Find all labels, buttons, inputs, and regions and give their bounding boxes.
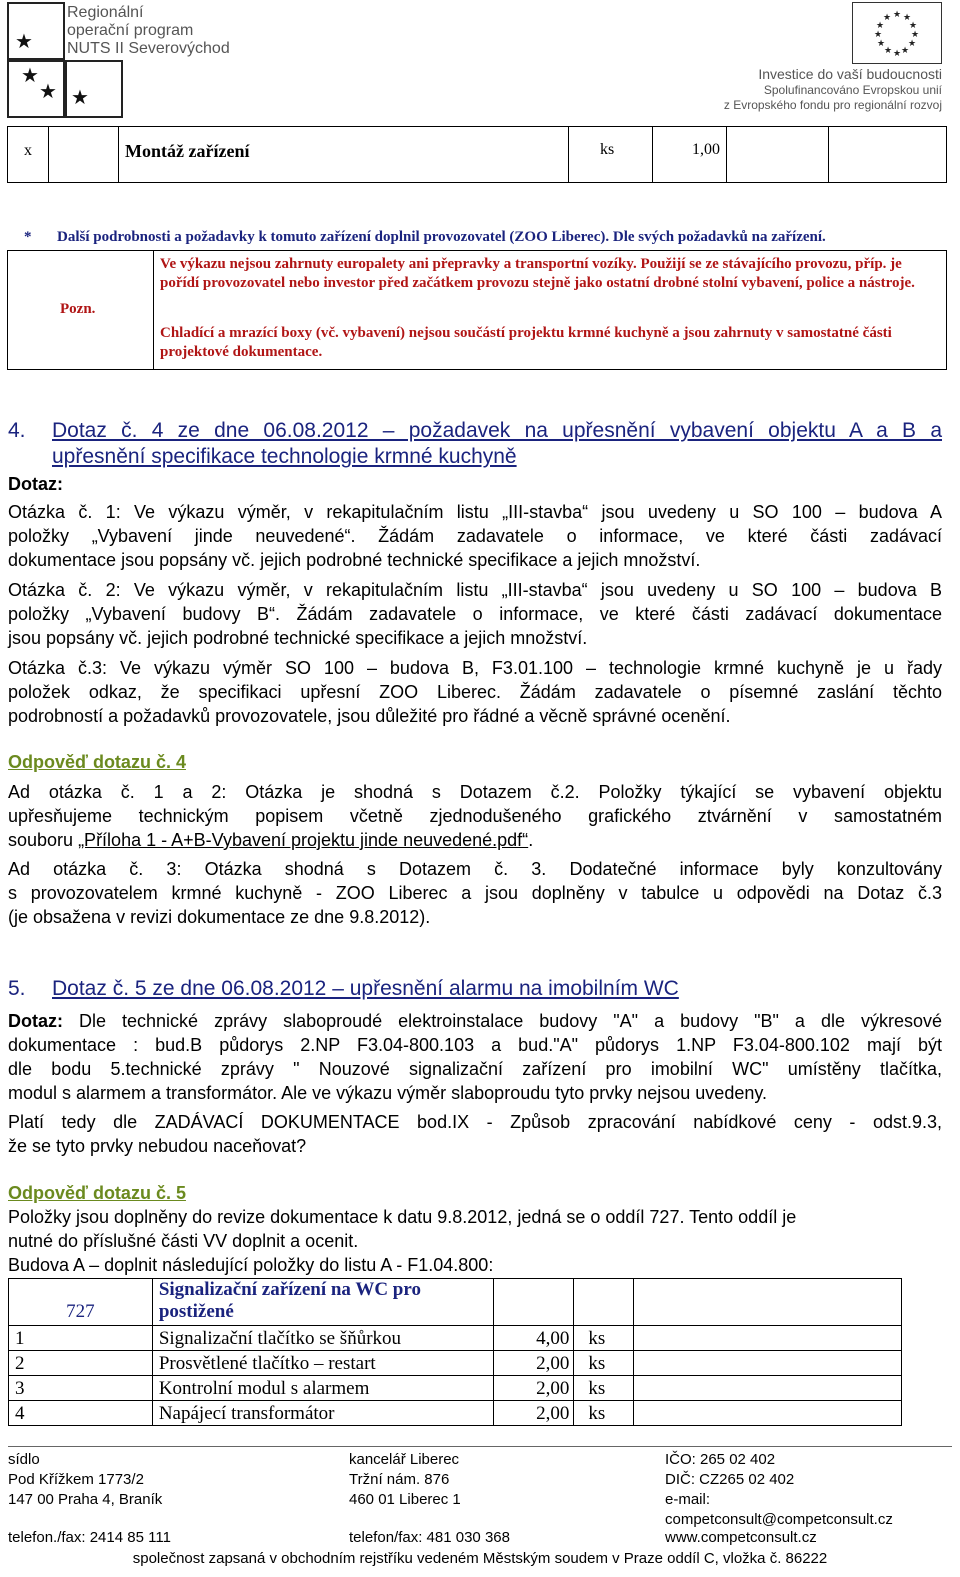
q5-dotaz-line: dokumentace : bud.B půdorys 2.NP F3.04-800.103 a bud."A" půdorys 1.NP F3.04-800.102 mají být	[8, 1035, 942, 1055]
eu-flag-icon	[852, 2, 942, 64]
star-icon: ★	[21, 65, 39, 87]
svg-text:★: ★	[876, 21, 885, 31]
table-row	[9, 1326, 902, 1351]
row-number: 2	[9, 1351, 153, 1376]
row-unit: ks	[574, 1326, 634, 1351]
table-cell	[634, 1351, 902, 1376]
item-qty: 1,00	[692, 141, 720, 158]
svg-text:★: ★	[893, 10, 902, 20]
q4-a1-line: upřesňujeme technickým popisem včetně zjednodušeného grafického ztvárnění v samostatném	[8, 806, 942, 826]
rop-line: Regionální	[67, 4, 144, 21]
q5-question-line: že se tyto prvky nebudou naceňovat?	[8, 1136, 307, 1156]
row-unit: ks	[574, 1351, 634, 1376]
q4-heading-line-2: upřesnění specifikace technologie krmné kuchyně	[52, 445, 517, 468]
table-cell	[574, 1279, 634, 1326]
q5-heading: Dotaz č. 5 ze dne 06.08.2012 – upřesnění alarmu na imobilním WC	[52, 977, 679, 1000]
footer-register: společnost zapsaná v obchodním rejstříku vedeném Městským soudem v Praze oddíl C, vložka č. 86222	[132, 1550, 828, 1567]
svg-text:★: ★	[884, 46, 893, 56]
items-table	[8, 1278, 902, 1426]
row-qty: 4,00	[494, 1326, 574, 1351]
q4-o3-line: Otázka č.3: Ve výkazu výměr SO 100 – budova B, F3.01.100 – technologie krmné kuchyně je u řady	[8, 658, 942, 678]
section-code: 727	[9, 1279, 153, 1326]
note-para-2: Chladící a mrazící boxy (vč. vybavení) nejsou součástí projektu krmné kuchyně a jsou zahrnuty v samostatné části projektové dokumentace.	[160, 325, 892, 360]
svg-text:★: ★	[883, 13, 892, 23]
table-cell	[634, 1279, 902, 1326]
footer-divider	[8, 1446, 952, 1447]
table-cell	[634, 1326, 902, 1351]
row-name: Napájecí transformátor	[152, 1401, 494, 1426]
note-text: Další podrobnosti a požadavky k tomuto zařízení doplnil provozovatel (ZOO Liberec). Dle svých požadavků na zařízení.	[57, 229, 826, 245]
svg-text:★: ★	[909, 21, 918, 31]
item-name: Montáž zařízení	[125, 141, 250, 161]
q4-a1-line: Ad otázka č. 1 a 2: Otázka je shodná s Dotazem č.2. Položky týkající se vybavení objektu	[8, 782, 942, 802]
row-name: Signalizační tlačítko se šňůrkou	[152, 1326, 494, 1351]
q5-question-line: Platí tedy dle ZADÁVACÍ DOKUMENTACE bod.IX - Způsob zpracování nabídkové ceny - odst.9.3,	[8, 1112, 942, 1132]
eu-line: Investice do vaší budoucnosti	[758, 66, 942, 82]
row-number: 4	[9, 1401, 153, 1426]
cell-divider	[568, 127, 569, 182]
q5-answer-line: Budova A – doplnit následující položky do listu A - F1.04.800:	[8, 1255, 494, 1275]
footer-line: DIČ: CZ265 02 402	[665, 1471, 795, 1488]
footer-line: Pod Křížkem 1773/2	[8, 1471, 144, 1488]
row-unit: ks	[574, 1376, 634, 1401]
row-number: 3	[9, 1376, 153, 1401]
cell-divider	[726, 127, 727, 182]
q4-answer-label: Odpověď dotazu č. 4	[8, 752, 186, 772]
q5-dotaz-line-1	[8, 1009, 942, 1033]
eu-line: Spolufinancováno Evropskou unií	[763, 83, 942, 97]
row-qty: 2,00	[494, 1351, 574, 1376]
star-icon: ★	[71, 87, 89, 109]
row-qty: 2,00	[494, 1376, 574, 1401]
section-title	[152, 1279, 494, 1326]
note-label: Pozn.	[60, 301, 96, 317]
q4-a1-prefix: souboru	[8, 830, 79, 850]
table-row	[9, 1401, 902, 1426]
q4-o2-line: položky „Vybavení budovy B“. Žádám zadavatele o informace, ve které části zadávací dokumentace	[8, 604, 942, 624]
table-section-row	[9, 1279, 902, 1326]
table-cell	[494, 1279, 574, 1326]
q4-o3-line: položek odkaz, že specifikaci upřesní ZOO Liberec. Žádám zadavatele o písemné zaslání těchto	[8, 682, 942, 702]
attachment-link[interactable]: „Příloha 1 - A+B-Vybavení projektu jinde neuvedené.pdf“	[78, 830, 529, 850]
q4-number: 4.	[8, 419, 26, 442]
footer-col-1	[8, 1450, 162, 1510]
footer-web-link[interactable]: www.competconsult.cz	[665, 1529, 817, 1546]
row-name: Prosvětlené tlačítko – restart	[152, 1351, 494, 1376]
q5-answer-line: nutné do příslušné části VV doplnit a ocenit.	[8, 1231, 359, 1251]
row-number: 1	[9, 1326, 153, 1351]
q5-answer-line: Položky jsou doplněny do revize dokumentace k datu 9.8.2012, jedná se o oddíl 727. Tento oddíl je	[8, 1207, 797, 1227]
footer-email[interactable]: competconsult@competconsult.cz	[665, 1511, 893, 1528]
logo-square-2	[7, 60, 65, 118]
q4-heading-line-1: Dotaz č. 4 ze dne 06.08.2012 – požadavek na upřesnění vybavení objektu A a B a	[52, 419, 942, 442]
q5-number: 5.	[8, 977, 26, 1000]
q4-a2-line: (je obsažena v revizi dokumentace ze dne 9.8.2012).	[8, 907, 431, 927]
note-para-1: Ve výkazu nejsou zahrnuty europalety ani přepravky a transportní vozíky. Použijí se ze stávajícího provozu, příp. je pořídí provozovatel nebo investor před začátkem provozu stejně jako ostatní drobné stolní vybavení, police a nástroje.	[160, 256, 915, 291]
cell-divider	[48, 127, 49, 182]
footer-line: kancelář Liberec	[349, 1451, 460, 1468]
note-table	[7, 250, 947, 370]
svg-text:★: ★	[893, 49, 902, 59]
note-label-cell	[8, 251, 154, 369]
row-qty: 2,00	[494, 1401, 574, 1426]
q5-dotaz-line: modul s alarmem a transformátor. Ale ve výkazu výměr slaboproudu tyto prvky nejsou uvedeny.	[8, 1083, 768, 1103]
q4-dotaz-label: Dotaz:	[8, 474, 63, 494]
q4-a1-suffix: .	[528, 830, 534, 850]
q5-answer-label: Odpověď dotazu č. 5	[8, 1183, 186, 1203]
q4-a2-line: Ad otázka č. 3: Otázka shodná s Dotazem č. 3. Dodatečné informace byly konzultovány	[8, 859, 942, 879]
footer-col-3	[665, 1450, 893, 1530]
q5-dotaz-label: Dotaz:	[8, 1011, 63, 1031]
item-mark: x	[24, 142, 32, 159]
rop-line: operační program	[67, 22, 194, 39]
star-icon: ★	[39, 81, 57, 103]
table-cell	[634, 1376, 902, 1401]
q4-a2-line: s provozovatelem krmné kuchyně - ZOO Liberec a jsou doplněny v tabulce u odpovědi na Dotaz č.3	[8, 883, 942, 903]
footer-line: 460 01 Liberec 1	[349, 1491, 461, 1508]
footer-col-2	[349, 1450, 461, 1510]
row-name: Kontrolní modul s alarmem	[152, 1376, 494, 1401]
q4-o3-line: podrobností a požadavků provozovatele, jsou důležité pro řádné a věcně správné ocenění.	[8, 706, 731, 726]
star-icon: ★	[15, 31, 33, 53]
cell-divider	[652, 127, 653, 182]
q5-dotaz-text: Dle technické zprávy slaboproudé elektroinstalace budovy "A" a budovy "B" a dle výkresové	[63, 1011, 942, 1031]
q4-o2-line: Otázka č. 2: Ve výkazu výměr, v rekapitulačním listu „III-stavba“ jsou uvedeny u SO 100 – budova B	[8, 580, 942, 600]
rop-line: NUTS II Severovýchod	[67, 40, 230, 57]
logo-square-3	[65, 60, 123, 118]
q4-o2-line: jsou popsány vč. jejich podrobné technické specifikace a jejich množství.	[8, 628, 588, 648]
footer-line: sídlo	[8, 1451, 40, 1468]
footer-line: Tržní nám. 876	[349, 1471, 450, 1488]
row-unit: ks	[574, 1401, 634, 1426]
footer-line: e-mail:	[665, 1491, 711, 1508]
q4-a1-line-last	[8, 828, 942, 852]
table-row	[9, 1351, 902, 1376]
section-title-line: postižené	[158, 1301, 234, 1322]
cell-divider	[828, 127, 829, 182]
logo-square-1	[7, 2, 65, 60]
eu-line: z Evropského fondu pro regionální rozvoj	[723, 98, 942, 112]
svg-text:★: ★	[908, 39, 917, 49]
table-cell	[634, 1401, 902, 1426]
footer-phone-2: telefon/fax: 481 030 368	[349, 1529, 510, 1546]
q4-o1-line: Otázka č. 1: Ve výkazu výměr, v rekapitulačním listu „III-stavba“ jsou uvedeny u SO 100 – budova A	[8, 502, 942, 522]
svg-text:★: ★	[877, 39, 886, 49]
q4-o1-line: dokumentace jsou popsány vč. jejich podrobné technické specifikace a jejich množství.	[8, 550, 701, 570]
cell-divider	[118, 127, 119, 182]
eu-logo-text	[600, 66, 942, 113]
svg-text:★: ★	[874, 30, 883, 40]
footer-line: IČO: 265 02 402	[665, 1451, 776, 1468]
footer-phone-1: telefon./fax: 2414 85 111	[8, 1529, 171, 1546]
footer-line: 147 00 Praha 4, Braník	[8, 1491, 163, 1508]
svg-text:★: ★	[911, 30, 920, 40]
section-title-line: Signalizační zařízení na WC pro	[158, 1279, 421, 1300]
item-unit: ks	[600, 141, 615, 158]
item-row	[7, 126, 947, 183]
rop-logo-text	[67, 4, 230, 58]
q5-dotaz-line: dle bodu 5.technické zprávy " Nouzové signalizační zařízení pro imobilní WC" umístěny tlačítka,	[8, 1059, 942, 1079]
table-row	[9, 1376, 902, 1401]
note-star: *	[24, 229, 32, 245]
svg-text:★: ★	[901, 46, 910, 56]
svg-text:★: ★	[903, 13, 912, 23]
q4-o1-line: položky „Vybavení jinde neuvedené“. Žádám zadavatele o informace, ve které části zadávací	[8, 526, 942, 546]
